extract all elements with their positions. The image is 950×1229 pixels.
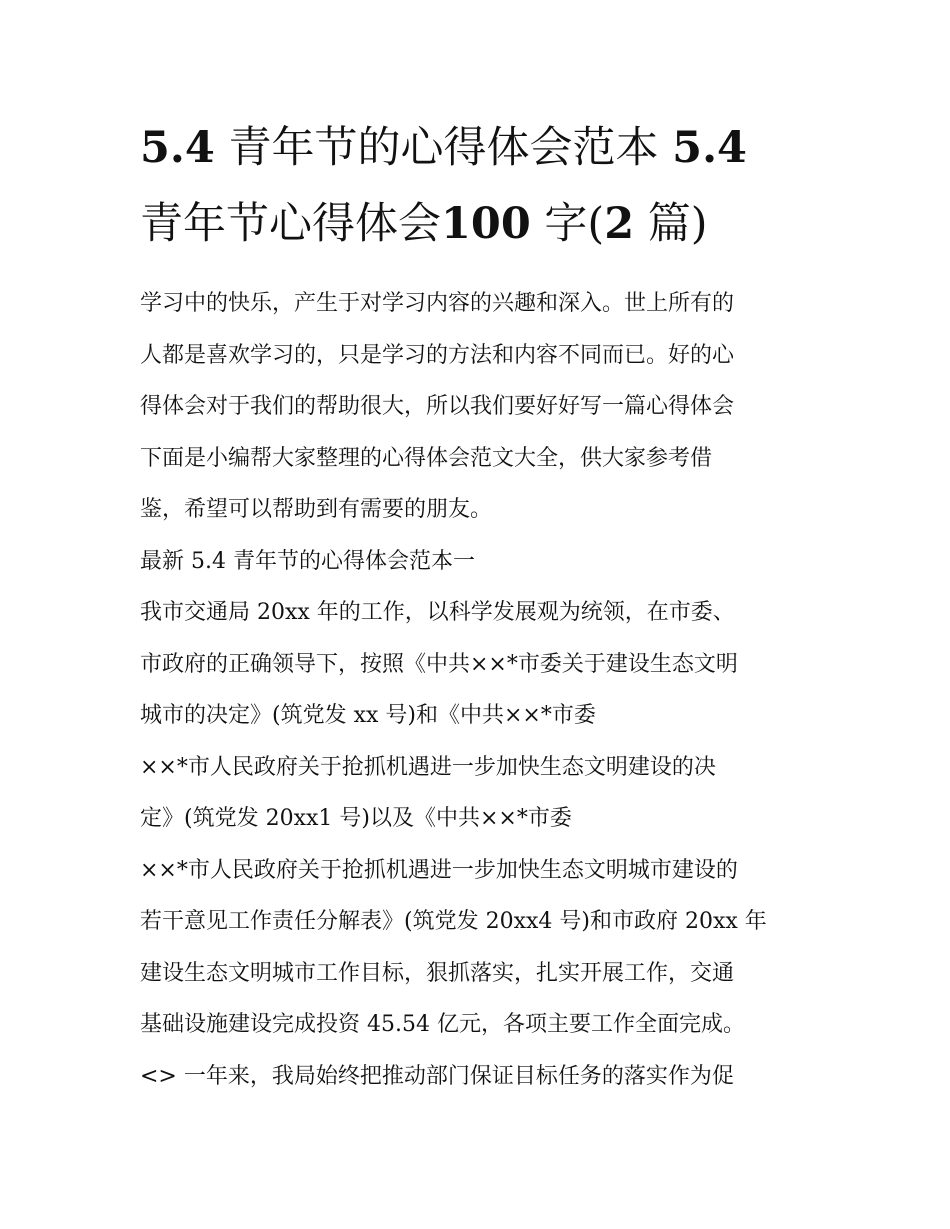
body-line: 市政府的正确领导下，按照《中共××*市委关于建设生态文明: [140, 651, 738, 677]
document-body: [140, 278, 820, 1102]
title-fragment: 篇): [634, 199, 708, 249]
title-fragment: 字(: [530, 199, 605, 249]
body-line: ××*市人民政府关于抢抓机遇进一步加快生态文明建设的决: [140, 754, 716, 780]
title-fragment: 青年节心得体会: [140, 199, 441, 249]
body-line: 建设生态文明城市工作目标，狠抓落实，扎实开展工作，交通: [140, 960, 735, 986]
body-line: 人都是喜欢学习的，只是学习的方法和内容不同而已。好的心: [140, 342, 735, 368]
title-fragment: 5.4: [140, 123, 215, 173]
title-fragment: 100: [441, 199, 531, 249]
title-fragment: 2: [604, 199, 635, 249]
title-line-1: [140, 110, 820, 186]
title-fragment: 5.4: [672, 123, 747, 173]
body-line: <> 一年来，我局始终把推动部门保证目标任务的落实作为促: [140, 1063, 734, 1089]
body-line: 基础设施建设完成投资 45.54 亿元，各项主要工作全面完成。: [140, 1012, 745, 1037]
section-heading: 最新 5.4 青年节的心得体会范本一: [140, 548, 475, 574]
body-line: 下面是小编帮大家整理的心得体会范文大全，供大家参考借: [140, 445, 713, 471]
title-fragment: 青年节的心得体会范本: [214, 123, 673, 173]
title-line-2: [140, 186, 820, 262]
body-line: 得体会对于我们的帮助很大，所以我们要好好写一篇心得体会: [140, 394, 735, 419]
body-line: 鉴，希望可以帮助到有需要的朋友。: [140, 497, 493, 522]
body-line: 我市交通局 20xx 年的工作，以科学发展观为统领，在市委、: [140, 600, 735, 625]
body-line: 定》(筑党发 20xx1 号)以及《中共××*市委: [140, 806, 572, 831]
body-line: 学习中的快乐，产生于对学习内容的兴趣和深入。世上所有的: [140, 291, 735, 316]
body-line: ××*市人民政府关于抢抓机遇进一步加快生态文明城市建设的: [140, 857, 738, 883]
body-line: 城市的决定》(筑党发 xx 号)和《中共××*市委: [140, 703, 596, 728]
document-title: [140, 110, 820, 262]
body-line: 若干意见工作责任分解表》(筑党发 20xx4 号)和市政府 20xx 年: [140, 909, 767, 934]
